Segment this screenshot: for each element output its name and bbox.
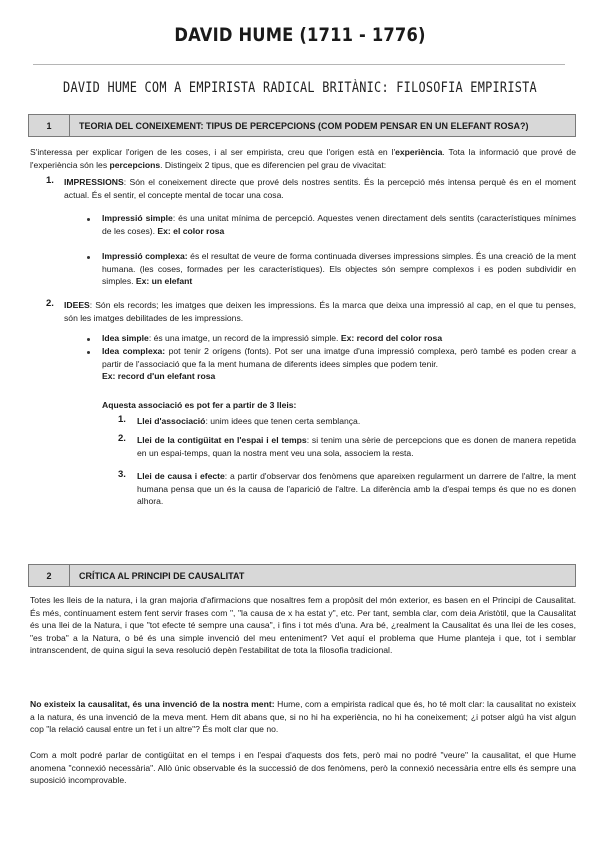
bullet-dot <box>87 256 90 259</box>
section-1-title: TEORIA DEL CONEIXEMENT: TIPUS DE PERCEPCIONS (COM PODEM PENSAR EN UN ELEFANT ROSA?) <box>79 120 529 131</box>
causality-paragraph-2 <box>30 698 576 736</box>
section-1-number: 1 <box>29 115 70 136</box>
page-title: DAVID HUME (1711 - 1776) <box>174 24 426 46</box>
law-2-number: 2. <box>118 433 126 444</box>
law-2-label: Llei de la contigüitat en l'espai i el temps <box>137 435 307 445</box>
impressio-simple-text: : és una unitat mínima de percepció. Aquestes venen directament dels sentits (característiques mínimes de les coses). <box>102 213 576 236</box>
intro-paragraph <box>30 146 576 171</box>
intro-text-3: . Distingeix 2 tipus, que es diferencien pel grau de vivacitat: <box>160 159 387 170</box>
impressio-simple-example: Ex: el color rosa <box>157 225 225 236</box>
impressio-simple-paragraph <box>102 212 576 237</box>
idees-paragraph <box>64 299 576 324</box>
causality-paragraph-1: Totes les lleis de la natura, i la gran majoria d'afirmacions que nosaltres fem a propòsit del món exterior, es basen en el Principi de Causalitat. És més, contínuament estem fent servir frases com ", "la causa de x ha estat y", etc. Per tant, sembla clar, com deia Aristòtil, que la Causalitat és una llei de la Natura, i que "tot efecte té sempre una causa", i fins i tot més d'una. Ara bé, ¿realment la Causalitat és una llei de les coses, "es troba" a la Natura, o bé és una simple invenció del meu enteniment? Vet aquí el problema que Hume planteja i que, tot i semblar intranscendent, de quina sigui la seva resolució depèn l'estabilitat de tota la filosofia tradicional. <box>30 595 576 656</box>
law-3-number: 3. <box>118 469 126 480</box>
idea-simple-label: Idea simple <box>102 333 149 343</box>
impressions-text: : Són el coneixement directe que prové dels nostres sentits. És la percepció més intensa perquè és en el moment actual. És el sentir, el concepte mental de tocar una cosa. <box>64 177 576 200</box>
intro-text-2: . Tota la informació que prové de l'experiència són les <box>30 147 576 170</box>
law-1-text: : unim idees que tenen certa semblança. <box>205 416 361 426</box>
idees-text: : Són els records; les imatges que deixen les impressions. És la marca que deixa una impressió al cap, en el que tu penses, són les imatges debilitades de les impressions. <box>64 300 576 323</box>
intro-text-1: S'interessa per explicar l'origen de les coses, i al ser empirista, creu que l'origen està en l' <box>30 147 396 157</box>
law-1-label: Llei d'associació <box>137 416 206 426</box>
idea-complexa-paragraph <box>102 345 576 383</box>
law-3-text: : a partir d'observar dos fenòmens que apareixen regularment un darrere de l'altre, la ment humana pensa que un és la causa de l'aparició de l'altre. La diferència amb la d'espai temps és que no es donen alhora. <box>137 471 576 507</box>
impressio-complexa-text: és el resultat de veure de forma continuada diverses impressions simples. És una creació de la ment humana. (les coses, formades per les característiques). Els objectes són sempre complexos i es poden subdividir en simples. <box>102 251 576 287</box>
item-1-number: 1. <box>46 175 54 186</box>
impressions-paragraph <box>64 176 576 201</box>
law-3-paragraph <box>137 470 576 508</box>
causality-paragraph-2-text: Hume, com a empirista radical que és, ho té molt clar: la causalitat no existeix a la natura, és una invenció de la meva ment. Hem dit abans que, si no hi ha experiència, no hi ha coneixement; ¿i potser algú ha vist algun cop "la relació causal entre un fet i un altre"? És molt clar que no. <box>30 699 576 735</box>
idea-simple-paragraph <box>102 332 576 345</box>
impressio-simple-label: Impressió simple <box>102 213 173 223</box>
law-1-paragraph <box>137 415 576 428</box>
association-intro: Aquesta associació es pot fer a partir de 3 lleis: <box>102 400 297 410</box>
impressio-complexa-paragraph <box>102 250 576 288</box>
item-2-number: 2. <box>46 298 54 309</box>
idea-complexa-example: Ex: record d'un elefant rosa <box>102 371 216 382</box>
impressions-label: IMPRESSIONS <box>64 177 124 187</box>
section-2-header <box>28 564 576 587</box>
idea-simple-text: : és una imatge, un record de la impressió simple. <box>148 333 341 343</box>
idea-simple-example: Ex: record del color rosa <box>340 333 443 343</box>
bullet-dot <box>87 218 90 221</box>
section-1-header <box>28 114 576 137</box>
idea-complexa-text: pot tenir 2 orígens (fonts). Pot ser una imatge d'una impressió complexa, però també es poden crear a partir de l'associació que fa la ment humana de diferents idees simples que podem tenir. <box>102 346 576 369</box>
intro-bold-experiencia: experiència <box>395 147 443 157</box>
idees-label: IDEES <box>64 300 90 310</box>
intro-bold-percepcions: percepcions <box>109 159 161 170</box>
bullet-dot <box>87 351 90 354</box>
bullet-dot <box>87 338 90 341</box>
title-divider <box>33 64 565 65</box>
section-2-title: CRÍTICA AL PRINCIPI DE CAUSALITAT <box>79 570 245 581</box>
page-subtitle: DAVID HUME COM A EMPIRISTA RADICAL BRITÀNIC: FILOSOFIA EMPIRISTA <box>63 80 537 96</box>
causality-paragraph-3: Com a molt podré parlar de contigüitat en el temps i en l'espai d'aquests dos fets, però mai no podré "veure" la causalitat, el que Hume anomena "connexió necessària". Allò únic observable és la successió de dos fenòmens, però la connexió necessària entre ells és sempre una suposició incomprovable. <box>30 750 576 786</box>
idea-complexa-label: Idea complexa: <box>102 346 166 356</box>
impressio-complexa-example: Ex: un elefant <box>135 276 193 287</box>
section-2-number: 2 <box>29 565 70 586</box>
causality-paragraph-2-bold: No existeix la causalitat, és una invenció de la nostra ment: <box>30 699 275 709</box>
law-1-number: 1. <box>118 414 126 425</box>
law-2-text: : si tenim una sèrie de percepcions que es donen de manera repetida en un espai-temps, quan la nostra ment veu una sola, associem la resta. <box>137 435 576 458</box>
law-3-label: Llei de causa i efecte <box>137 471 225 481</box>
impressio-complexa-label: Impressió complexa: <box>102 251 188 261</box>
law-2-paragraph <box>137 434 576 459</box>
